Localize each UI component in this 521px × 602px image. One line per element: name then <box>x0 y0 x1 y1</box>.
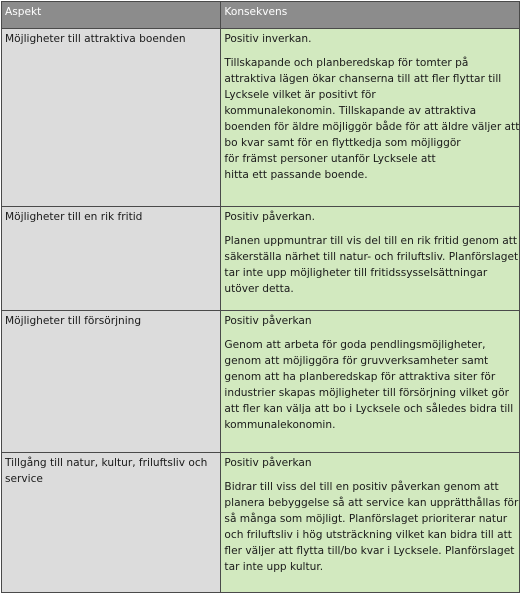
consequence-cell <box>221 207 520 311</box>
desc-line: Planen uppmuntrar till vis del till en rik fritid genom att <box>224 235 518 247</box>
desc-line: industrier skapas möjligheter till försörjning vilket gör <box>224 387 509 399</box>
desc-line: säkerställa närhet till natur- och friluftsliv. Planförslaget <box>224 251 519 263</box>
desc-line: att fler kan välja att bo i Lycksele och således bidra till <box>224 403 514 415</box>
aspect-label: Möjligheter till en rik fritid <box>5 211 143 223</box>
desc-line: planera bebyggelse så att service kan upprätthållas för <box>224 497 519 509</box>
aspect-label: Möjligheter till attraktiva boenden <box>5 33 186 45</box>
consequence-cell <box>221 29 520 207</box>
desc-line: kommunalekonomin. <box>224 419 336 431</box>
table-row <box>2 311 520 453</box>
desc-line: för främst personer utanför Lycksele att <box>224 153 436 165</box>
consequence-description <box>224 55 520 183</box>
aspect-cell <box>2 207 221 311</box>
consequence-table <box>1 1 520 593</box>
impact-label: Positiv påverkan <box>224 457 312 469</box>
consequence-cell <box>221 453 520 593</box>
consequence-description <box>224 479 519 575</box>
desc-line: kommunalekonomin. Tillskapande av attraktiva <box>224 105 477 117</box>
desc-line: utöver detta. <box>224 283 294 295</box>
desc-line: och friluftsliv i hög utsträckning vilket kan bidra till att <box>224 529 512 541</box>
desc-line: attraktiva lägen ökar chanserna till att fler flyttar till <box>224 73 502 85</box>
table-row <box>2 453 520 593</box>
consequence-description <box>224 337 516 433</box>
desc-line: hitta ett passande boende. <box>224 169 368 181</box>
desc-line: genom att ha planberedskap för attraktiva siter för <box>224 371 496 383</box>
consequence-description <box>224 233 519 297</box>
aspect-cell <box>2 311 221 453</box>
desc-line: Tillskapande och planberedskap för tomter på <box>224 57 469 69</box>
desc-line: genom att möjliggöra för gruvverksamheter samt <box>224 355 489 367</box>
consequence-cell <box>221 311 520 453</box>
desc-line: tar inte upp kultur. <box>224 561 324 573</box>
header-konsekvens: Konsekvens <box>221 2 520 29</box>
desc-line: tar inte upp möjligheter till fritidssysselsättningar <box>224 267 488 279</box>
desc-line: Genom att arbeta för goda pendlingsmöjligheter, <box>224 339 486 351</box>
impact-label: Positiv inverkan. <box>224 33 312 45</box>
desc-line: så många som möjligt. Planförslaget prioriterar natur <box>224 513 508 525</box>
desc-line: Lycksele vilket är positivt för <box>224 89 376 101</box>
desc-line: Bidrar till viss del till en positiv påverkan genom att <box>224 481 499 493</box>
desc-line: fler väljer att flytta till/bo kvar i Lycksele. Planförslaget <box>224 545 515 557</box>
desc-line: boenden för äldre möjliggör både för att äldre väljer att <box>224 121 520 133</box>
table-row <box>2 207 520 311</box>
aspect-label: Möjligheter till försörjning <box>5 315 142 327</box>
table-row <box>2 29 520 207</box>
aspect-label: service <box>5 473 43 485</box>
aspect-cell <box>2 29 221 207</box>
impact-label: Positiv påverkan. <box>224 211 315 223</box>
desc-line: bo kvar samt för en flyttkedja som möjliggör <box>224 137 461 149</box>
table-header-row <box>2 2 520 29</box>
aspect-label: Tillgång till natur, kultur, friluftsliv och <box>5 457 208 469</box>
header-aspekt: Aspekt <box>2 2 221 29</box>
aspect-cell <box>2 453 221 593</box>
impact-label: Positiv påverkan <box>224 315 312 327</box>
